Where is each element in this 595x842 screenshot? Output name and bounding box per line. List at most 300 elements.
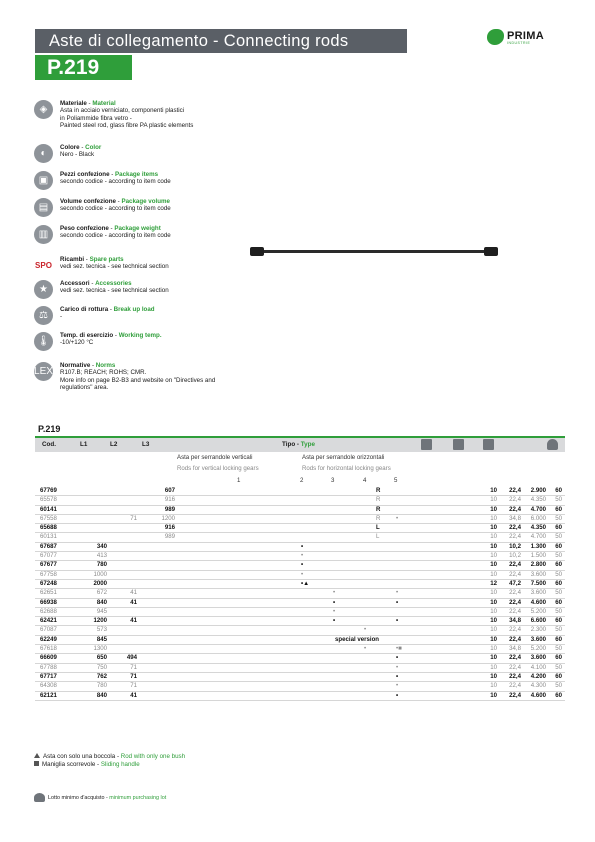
spec-label-it: Materiale <box>60 100 87 107</box>
cell-l1: 840 <box>74 598 107 607</box>
type-5-mark: • <box>396 589 399 597</box>
cell-package-weight: 4.600 <box>521 598 546 607</box>
table-row <box>35 579 565 588</box>
cell-package-volume: 22,4 <box>497 626 521 635</box>
cell-package-weight: 4.700 <box>521 533 546 542</box>
cell-package-volume: 22,4 <box>497 570 521 579</box>
type-5-mark: •■ <box>396 645 402 653</box>
cell-package-weight: 3.600 <box>521 635 546 644</box>
type-5-mark: • <box>396 672 399 680</box>
cell-l2: 41 <box>107 617 137 626</box>
cell-package-volume: 47,2 <box>497 579 521 588</box>
spec-text: Materiale - Material Asta in acciaio verniciato, componenti plastici in Poliammide fibra vetro - Painted steel rod, glass fibre PA plastic elements <box>60 100 194 130</box>
package-items-icon: ▣ <box>34 171 53 190</box>
cell-l2 <box>107 542 137 551</box>
cell-l3 <box>137 598 175 607</box>
cell-l3: 607 <box>137 487 175 496</box>
table-row <box>35 542 565 551</box>
cell-code: 62688 <box>35 607 74 616</box>
cell-package-weight: 2.900 <box>521 487 546 496</box>
rod-end-right <box>484 247 498 256</box>
legend-square-en: Sliding handle <box>100 761 140 768</box>
cell-l1: 840 <box>74 691 107 700</box>
cell-l3 <box>137 691 175 700</box>
cell-type <box>175 487 455 496</box>
cell-code: 67087 <box>35 626 74 635</box>
cell-l2 <box>107 635 137 644</box>
cell-package-items: 10 <box>455 552 497 561</box>
rod-end-left <box>250 247 264 256</box>
cell-min-lot: 50 <box>546 496 565 505</box>
type-mark: • <box>333 589 336 597</box>
cell-type <box>175 598 455 607</box>
spec-text: Peso confezione - Package weight secondo codice - according to item code <box>60 225 171 240</box>
cell-code: 62249 <box>35 635 74 644</box>
cell-type <box>175 579 455 588</box>
spec-text: Ricambi - Spare parts vedi sez. tecnica - see technical section <box>60 256 169 271</box>
cell-type <box>175 626 455 635</box>
cell-package-volume: 10,2 <box>497 552 521 561</box>
cell-l3 <box>137 561 175 570</box>
cell-type <box>175 589 455 598</box>
cell-l2 <box>107 561 137 570</box>
cell-l1: 413 <box>74 552 107 561</box>
cell-package-items: 10 <box>455 626 497 635</box>
cell-package-items: 10 <box>455 598 497 607</box>
type-number-4: 4 <box>363 477 367 484</box>
rod-shaft <box>262 250 486 253</box>
package-weight-icon: ▥ <box>34 225 53 244</box>
cell-l3: 916 <box>137 496 175 505</box>
cell-l3 <box>137 589 175 598</box>
cell-type <box>175 496 455 505</box>
cell-package-volume: 22,4 <box>497 487 521 496</box>
cell-l3 <box>137 682 175 691</box>
type-mark: • <box>333 607 336 615</box>
cell-min-lot: 50 <box>546 533 565 542</box>
triangle-icon <box>34 753 40 758</box>
spec-text: Accessori - Accessories vedi sez. tecnica - see technical section <box>60 280 169 295</box>
cell-package-items: 10 <box>455 589 497 598</box>
legend-triangle-en: Rod with only one bush <box>120 753 186 760</box>
cell-package-volume: 10,2 <box>497 542 521 551</box>
spec-line: vedi sez. tecnica - see technical section <box>60 287 169 295</box>
cell-package-weight: 5.200 <box>521 645 546 654</box>
cell-min-lot: 50 <box>546 607 565 616</box>
cell-l2 <box>107 533 137 542</box>
cell-code: 66938 <box>35 598 74 607</box>
cell-l2: 41 <box>107 598 137 607</box>
cell-code: 67248 <box>35 579 74 588</box>
rod-image <box>250 247 498 256</box>
type-number-2: 2 <box>300 477 304 484</box>
spec-text: Volume confezione - Package volume secondo codice - according to item code <box>60 198 171 213</box>
group-vertical-it: Asta per serrandole verticali <box>177 454 253 461</box>
type-mark: • <box>333 617 336 625</box>
cell-package-weight: 4.200 <box>521 672 546 681</box>
cell-l1 <box>74 514 107 523</box>
cell-min-lot: 60 <box>546 691 565 700</box>
cell-type <box>175 533 455 542</box>
type-mark: •▲ <box>301 579 310 587</box>
cell-min-lot: 60 <box>546 524 565 533</box>
cell-l1 <box>74 505 107 514</box>
cell-type <box>175 514 455 523</box>
col-l2: L2 <box>110 441 118 448</box>
type-mark: R <box>376 505 381 513</box>
package-volume-icon <box>453 439 464 450</box>
type-number-1: 1 <box>237 477 241 484</box>
table-row <box>35 570 565 579</box>
cell-code: 67687 <box>35 542 74 551</box>
table-row <box>35 691 565 700</box>
cell-code: 60131 <box>35 533 74 542</box>
cell-min-lot: 60 <box>546 654 565 663</box>
cell-package-weight: 3.600 <box>521 654 546 663</box>
footer-lot-it: Lotto minimo d'acquisto <box>48 794 105 801</box>
cell-l1: 1000 <box>74 570 107 579</box>
spec-line: Nero - Black <box>60 151 95 159</box>
col-tipo-it: Tipo <box>282 441 296 448</box>
cell-package-weight: 7.500 <box>521 579 546 588</box>
table-row <box>35 672 565 681</box>
cell-min-lot: 50 <box>546 682 565 691</box>
cell-package-volume: 22,4 <box>497 672 521 681</box>
cell-l3 <box>137 645 175 654</box>
cell-type <box>175 645 455 654</box>
cell-package-items: 10 <box>455 505 497 514</box>
cell-type <box>175 542 455 551</box>
cell-l1 <box>74 533 107 542</box>
spare-parts-icon: SPO <box>35 261 52 270</box>
cell-l2: 41 <box>107 589 137 598</box>
spec-line: secondo codice - according to item code <box>60 205 171 213</box>
table-row <box>35 524 565 533</box>
cell-package-items: 10 <box>455 635 497 644</box>
cell-package-weight: 6.000 <box>521 514 546 523</box>
type-mark: special version <box>335 635 380 643</box>
cell-package-volume: 22,4 <box>497 561 521 570</box>
type-mark: R <box>376 514 381 522</box>
accessories-icon: ★ <box>34 280 53 299</box>
cell-l1: 780 <box>74 561 107 570</box>
spec-line: - <box>60 313 63 321</box>
table-row <box>35 607 565 616</box>
cell-code: 67077 <box>35 552 74 561</box>
package-volume-icon: ▤ <box>34 198 53 217</box>
type-5-mark: • <box>396 682 399 690</box>
cell-code: 65688 <box>35 524 74 533</box>
cell-package-items: 10 <box>455 542 497 551</box>
cell-min-lot: 60 <box>546 505 565 514</box>
cell-l1: 762 <box>74 672 107 681</box>
cell-l3 <box>137 654 175 663</box>
spec-text: Carico di rottura - Break up load - <box>60 306 155 321</box>
legend-square-it: Maniglia scorrevole <box>42 761 96 768</box>
cell-package-weight: 3.600 <box>521 589 546 598</box>
product-code: P.219 <box>35 55 132 80</box>
cell-min-lot: 60 <box>546 617 565 626</box>
cell-package-volume: 22,4 <box>497 524 521 533</box>
cell-l3 <box>137 635 175 644</box>
legend-triangle: Asta con solo una boccola - Rod with only one bush <box>34 753 185 761</box>
package-items-icon <box>421 439 432 450</box>
table-row <box>35 487 565 496</box>
cell-l3 <box>137 552 175 561</box>
cell-type <box>175 561 455 570</box>
spec-label-it: Normative <box>60 362 91 369</box>
cell-type <box>175 682 455 691</box>
cell-min-lot: 50 <box>546 514 565 523</box>
group-vertical-en: Rods for vertical locking gears <box>177 465 259 472</box>
cell-l3 <box>137 570 175 579</box>
cell-package-volume: 22,4 <box>497 635 521 644</box>
cell-package-weight: 4.300 <box>521 682 546 691</box>
cell-package-weight: 2.800 <box>521 561 546 570</box>
spec-label-en: Accessories <box>95 280 132 287</box>
spec-label-en: Working temp. <box>118 332 162 339</box>
square-icon <box>34 761 39 766</box>
cell-type <box>175 505 455 514</box>
table-row <box>35 617 565 626</box>
cell-type <box>175 570 455 579</box>
spec-label-en: Spare parts <box>89 256 124 263</box>
cell-package-weight: 6.600 <box>521 617 546 626</box>
min-lot-icon <box>547 439 558 450</box>
cell-l2 <box>107 607 137 616</box>
spec-line: secondo codice - according to item code <box>60 232 171 240</box>
page-title: Aste di collegamento - Connecting rods <box>35 29 407 53</box>
cell-package-volume: 22,4 <box>497 663 521 672</box>
cell-package-items: 10 <box>455 672 497 681</box>
cell-code: 62651 <box>35 589 74 598</box>
cell-package-volume: 22,4 <box>497 496 521 505</box>
cell-type <box>175 617 455 626</box>
cell-l1: 2000 <box>74 579 107 588</box>
cell-type <box>175 663 455 672</box>
cell-min-lot: 60 <box>546 635 565 644</box>
cell-code: 67677 <box>35 561 74 570</box>
product-table <box>35 487 565 701</box>
brand-sub: INDUSTRIE <box>507 41 531 45</box>
cell-package-volume: 22,4 <box>497 682 521 691</box>
type-mark: R <box>376 496 381 504</box>
cell-l2 <box>107 552 137 561</box>
cell-code: 62421 <box>35 617 74 626</box>
material-icon: ◈ <box>34 100 53 119</box>
cell-code: 67717 <box>35 672 74 681</box>
spec-line: Painted steel rod, glass fibre PA plastic elements <box>60 122 194 130</box>
package-weight-icon <box>483 439 494 450</box>
type-5-mark: • <box>396 617 399 625</box>
table-row <box>35 589 565 598</box>
cell-package-items: 10 <box>455 654 497 663</box>
cell-l3 <box>137 617 175 626</box>
cell-l2: 71 <box>107 514 137 523</box>
spec-line: in Poliammide fibra vetro - <box>60 114 132 122</box>
spec-label-it: Pezzi confezione <box>60 171 110 178</box>
type-5-mark: • <box>396 663 399 671</box>
cell-package-weight: 4.600 <box>521 691 546 700</box>
cell-package-weight: 2.300 <box>521 626 546 635</box>
cell-package-weight: 4.700 <box>521 505 546 514</box>
spec-text: Colore - Color Nero - Black <box>60 144 102 159</box>
cell-l1: 945 <box>74 607 107 616</box>
cell-min-lot: 60 <box>546 579 565 588</box>
cell-code: 64308 <box>35 682 74 691</box>
cell-package-weight: 5.200 <box>521 607 546 616</box>
cell-package-items: 10 <box>455 645 497 654</box>
table-row <box>35 626 565 635</box>
spec-line: R107.B; REACH; ROHS; CMR. <box>60 369 147 377</box>
type-mark: • <box>364 626 367 634</box>
table-row <box>35 505 565 514</box>
cell-l2: 494 <box>107 654 137 663</box>
cell-code: 62121 <box>35 691 74 700</box>
brand-logo <box>487 29 567 47</box>
cell-l2 <box>107 496 137 505</box>
cell-l2 <box>107 579 137 588</box>
table-row <box>35 561 565 570</box>
cell-l1: 573 <box>74 626 107 635</box>
cell-l3 <box>137 672 175 681</box>
spec-line: Asta in acciaio verniciato, componenti plastici <box>60 107 185 115</box>
thermometer-icon: 🌡 <box>34 332 53 351</box>
cell-min-lot: 50 <box>546 645 565 654</box>
spec-label-it: Carico di rottura <box>60 306 109 313</box>
cell-package-items: 10 <box>455 496 497 505</box>
cell-l2: 41 <box>107 691 137 700</box>
table-heading: P.219 <box>38 424 61 434</box>
min-lot-icon <box>34 793 45 802</box>
cell-l2 <box>107 645 137 654</box>
cell-package-weight: 4.350 <box>521 496 546 505</box>
cell-package-volume: 34,8 <box>497 645 521 654</box>
footer-lot-en: minimum purchasing lot <box>109 794 167 801</box>
breakup-load-icon: ⚖ <box>34 306 53 325</box>
type-mark: • <box>301 552 304 560</box>
spec-text: Normative - Norms R107.B; REACH; ROHS; CMR. More info on page B2-B3 and website on "Directives and regulations" area. <box>60 362 216 392</box>
cell-min-lot: 60 <box>546 672 565 681</box>
col-cod: Cod. <box>42 441 56 448</box>
cell-l1: 340 <box>74 542 107 551</box>
cell-l1: 650 <box>74 654 107 663</box>
spec-label-en: Package items <box>115 171 159 178</box>
cell-l2: 71 <box>107 672 137 681</box>
cell-package-items: 12 <box>455 579 497 588</box>
col-tipo: Tipo - Type <box>282 441 316 448</box>
spec-label-en: Package weight <box>114 225 161 232</box>
spec-label-it: Peso confezione <box>60 225 109 232</box>
spec-label-en: Package volume <box>121 198 170 205</box>
cell-package-items: 10 <box>455 570 497 579</box>
cell-package-weight: 4.350 <box>521 524 546 533</box>
cell-package-items: 10 <box>455 533 497 542</box>
cell-package-items: 10 <box>455 682 497 691</box>
cell-package-items: 10 <box>455 691 497 700</box>
col-l1: L1 <box>80 441 88 448</box>
cell-package-weight: 1.500 <box>521 552 546 561</box>
cell-min-lot: 60 <box>546 561 565 570</box>
cell-min-lot: 60 <box>546 542 565 551</box>
cell-l3 <box>137 579 175 588</box>
cell-min-lot: 60 <box>546 487 565 496</box>
table-row <box>35 533 565 542</box>
table-row <box>35 682 565 691</box>
cell-l1 <box>74 487 107 496</box>
cell-min-lot: 60 <box>546 598 565 607</box>
cell-min-lot: 50 <box>546 552 565 561</box>
group-horizontal-en: Rods for horizontal locking gears <box>302 465 391 472</box>
cell-l2: 71 <box>107 663 137 672</box>
cell-type <box>175 635 455 644</box>
type-mark: • <box>333 598 336 606</box>
cell-code: 67758 <box>35 570 74 579</box>
cell-l2: 71 <box>107 682 137 691</box>
table-row <box>35 552 565 561</box>
cell-package-volume: 22,4 <box>497 598 521 607</box>
spec-label-it: Temp. di esercizio <box>60 332 114 339</box>
table-row <box>35 645 565 654</box>
spec-label-en: Material <box>92 100 116 107</box>
type-5-mark: • <box>396 691 399 699</box>
cell-l3 <box>137 626 175 635</box>
table-row <box>35 635 565 644</box>
cell-type <box>175 672 455 681</box>
type-mark: L <box>376 533 380 541</box>
cell-code: 67769 <box>35 487 74 496</box>
cell-l1 <box>74 524 107 533</box>
table-row <box>35 663 565 672</box>
spec-line: secondo codice - according to item code <box>60 178 171 186</box>
cell-l2 <box>107 570 137 579</box>
cell-l2 <box>107 626 137 635</box>
spec-label-it: Volume confezione <box>60 198 116 205</box>
spec-text: Pezzi confezione - Package items secondo codice - according to item code <box>60 171 171 186</box>
cell-package-volume: 34,8 <box>497 514 521 523</box>
cell-l3 <box>137 542 175 551</box>
cell-package-weight: 1.300 <box>521 542 546 551</box>
cell-code: 66609 <box>35 654 74 663</box>
cell-type <box>175 654 455 663</box>
cell-package-items: 10 <box>455 487 497 496</box>
cell-l2 <box>107 505 137 514</box>
cell-min-lot: 50 <box>546 570 565 579</box>
spec-line: More info on page B2-B3 and website on "Directives and <box>60 376 216 384</box>
table-row <box>35 654 565 663</box>
spec-label-en: Norms <box>95 362 116 369</box>
cell-package-volume: 22,4 <box>497 607 521 616</box>
cell-l1: 750 <box>74 663 107 672</box>
spec-label-it: Accessori <box>60 280 90 287</box>
cell-type <box>175 607 455 616</box>
cell-min-lot: 50 <box>546 663 565 672</box>
color-icon: ◐ <box>34 144 53 163</box>
type-5-mark: • <box>396 654 399 662</box>
type-number-3: 3 <box>331 477 335 484</box>
cell-type <box>175 524 455 533</box>
type-5-mark: • <box>396 514 399 522</box>
cell-l1: 780 <box>74 682 107 691</box>
cell-package-weight: 4.100 <box>521 663 546 672</box>
cell-l3: 989 <box>137 505 175 514</box>
cell-min-lot: 50 <box>546 589 565 598</box>
legend <box>34 753 185 769</box>
type-mark: • <box>301 542 304 550</box>
cell-package-items: 10 <box>455 607 497 616</box>
cell-l2 <box>107 487 137 496</box>
cell-package-items: 10 <box>455 617 497 626</box>
